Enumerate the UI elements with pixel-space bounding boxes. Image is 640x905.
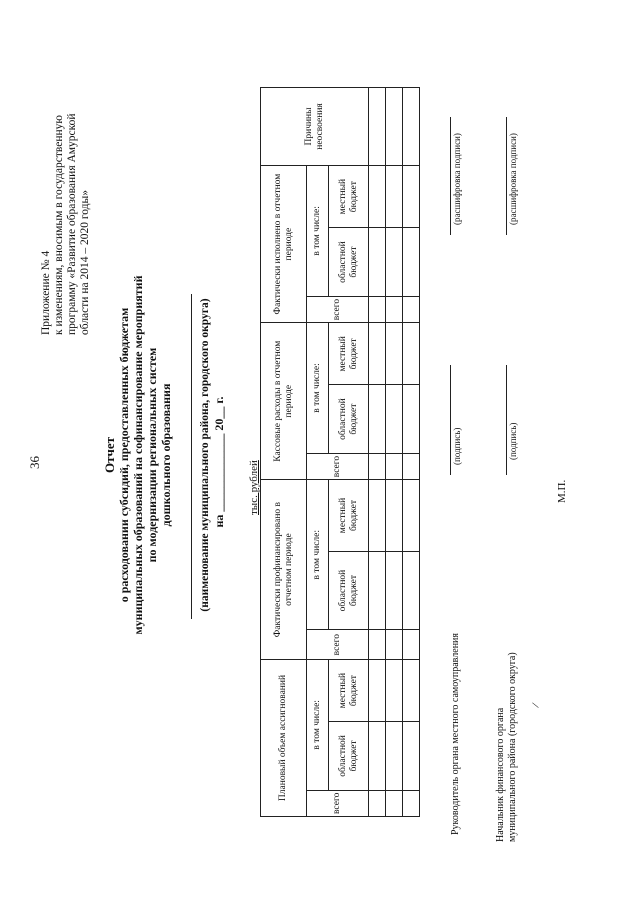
header-local-budget: местный бюджет: [329, 480, 369, 552]
header-executed: Фактически исполнено в отчетном периоде: [261, 165, 307, 322]
appendix-line-2: к изменениям, вносимым в государственную: [53, 115, 65, 335]
report-title: [103, 245, 173, 665]
header-total: всего: [307, 453, 369, 479]
head-signature-line: [450, 365, 451, 475]
header-reasons: Причины неосвоения: [261, 88, 369, 166]
page-number: 36: [27, 456, 42, 469]
header-regional-budget: областной бюджет: [329, 722, 369, 790]
units-label: тыс. рублей: [248, 460, 260, 515]
finance-decode-line: [506, 117, 507, 235]
header-financed: Фактически профинансировано в отчетном периоде: [261, 480, 307, 660]
header-cash-expenses: Кассовые расходы в отчетном периоде: [261, 323, 307, 480]
report-table: [260, 87, 420, 817]
appendix-line-1: Приложение № 4: [40, 250, 52, 335]
header-total: всего: [307, 296, 369, 322]
header-including: в том числе:: [307, 480, 329, 630]
title-line-2: муниципальных образований на софинансирование мероприятий: [131, 275, 145, 635]
appendix-line-4: области на 2014 – 2020 годы»: [79, 189, 91, 335]
appendix-note: [40, 15, 92, 335]
finance-decode-caption: (расшифровка подписи): [508, 133, 518, 225]
title-line-4: дошкольного образования: [159, 383, 173, 527]
title-line-3: по модернизации региональных систем: [145, 347, 159, 563]
municipality-label: (наименование муниципального района, городского округа): [199, 298, 211, 612]
finance-signatory-label-1: Начальник финансового органа: [495, 707, 506, 842]
report-date-line: на _____________ 20__ г.: [212, 396, 226, 528]
header-regional-budget: областной бюджет: [329, 551, 369, 630]
appendix-line-3: программу «Развитие образования Амурской: [66, 113, 78, 335]
table-row: [369, 88, 386, 817]
header-local-budget: местный бюджет: [329, 323, 369, 385]
header-regional-budget: областной бюджет: [329, 228, 369, 297]
header-including: в том числе:: [307, 165, 329, 296]
head-signatory-label: Руководитель органа местного самоуправления: [450, 633, 461, 835]
head-decode-line: [450, 117, 451, 235]
header-including: в том числе:: [307, 660, 329, 791]
table-row: [403, 88, 420, 817]
finance-signatory-label-2: муниципального района (городского округа): [507, 652, 518, 842]
head-signature-caption: (подпись): [452, 427, 462, 465]
header-planned: Плановый объем ассигнований: [261, 660, 307, 817]
table-row: [386, 88, 403, 817]
header-total: всего: [307, 630, 369, 660]
header-regional-budget: областной бюджет: [329, 385, 369, 453]
finance-signature-line: [506, 365, 507, 475]
stamp-place: М.П.: [556, 479, 568, 503]
title-main: Отчет: [102, 437, 117, 473]
header-local-budget: местный бюджет: [329, 660, 369, 722]
municipality-underline: [191, 294, 192, 619]
title-line-1: о расходовании субсидий, предоставленных бюджетам: [117, 307, 131, 603]
head-decode-caption: (расшифровка подписи): [452, 133, 462, 225]
pen-mark: /: [529, 701, 543, 709]
header-local-budget: местный бюджет: [329, 165, 369, 227]
header-total: всего: [307, 790, 369, 816]
finance-signature-caption: (подпись): [508, 422, 518, 460]
header-including: в том числе:: [307, 323, 329, 454]
